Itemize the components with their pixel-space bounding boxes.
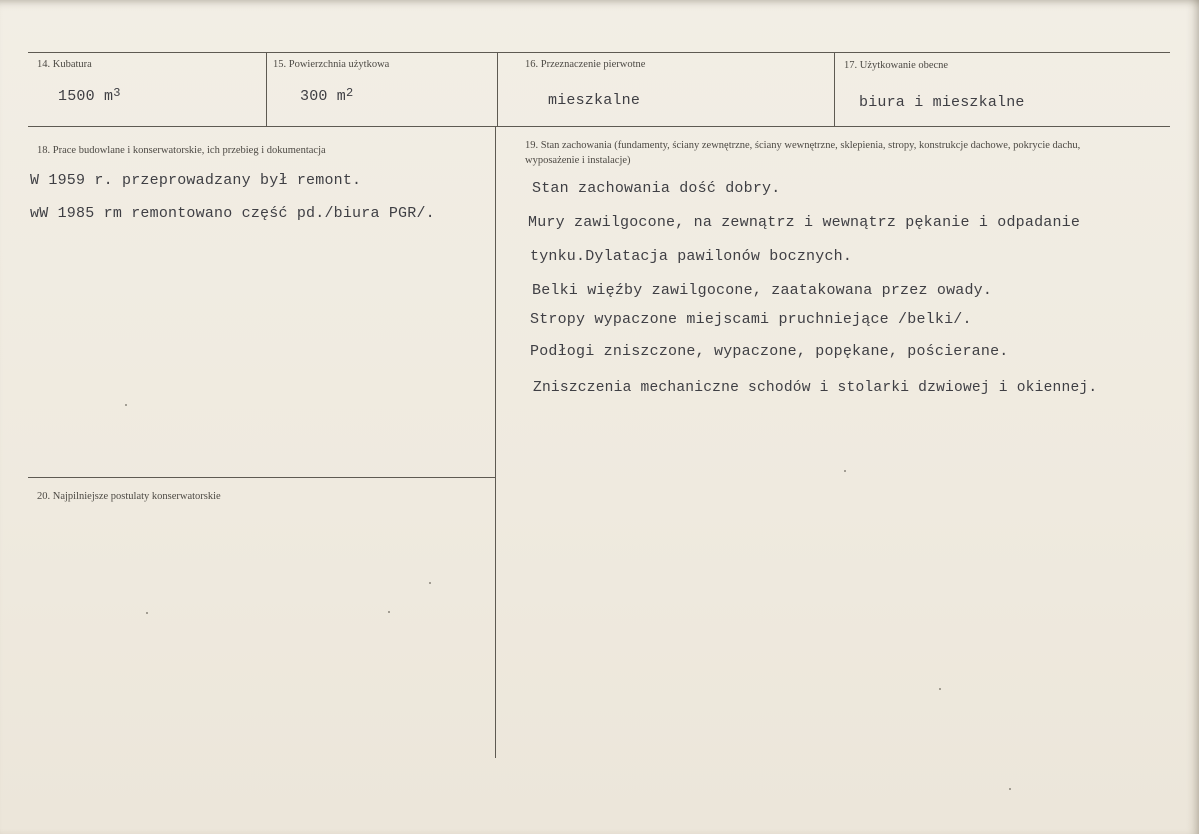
powierzchnia-label: 15. Powierzchnia użytkowa — [273, 59, 390, 70]
przeznaczenie-label: 16. Przeznaczenie pierwotne — [525, 59, 646, 70]
divider-15-16 — [497, 52, 498, 126]
header-bottom-rule — [28, 126, 1170, 127]
section-18-bottom-rule — [28, 477, 495, 478]
kubatura-value-text: 1500 m — [58, 88, 114, 105]
divider-16-17 — [834, 52, 835, 126]
uzytkowanie-value: biura i mieszkalne — [859, 94, 1025, 111]
paper-speck — [844, 470, 846, 472]
paper-speck — [1009, 788, 1011, 790]
paper-speck — [388, 611, 390, 613]
divider-14-15 — [266, 52, 267, 126]
top-rule — [28, 52, 1170, 53]
paper-speck — [939, 688, 941, 690]
stan-line-1: Stan zachowania dość dobry. — [532, 180, 781, 197]
main-vertical-divider — [495, 126, 496, 758]
stan-line-2: Mury zawilgocone, na zewnątrz i wewnątrz pękanie i odpadanie — [528, 214, 1081, 231]
postulaty-label: 20. Najpilniejsze postulaty konserwatorskie — [37, 491, 221, 502]
stan-line-3: tynku.Dylatacja pawilonów bocznych. — [530, 248, 853, 265]
stan-line-6: Podłogi zniszczone, wypaczone, popękane, pościerane. — [530, 343, 1009, 360]
powierzchnia-value-text: 300 m — [300, 88, 347, 105]
uzytkowanie-label: 17. Użytkowanie obecne — [844, 60, 949, 71]
powierzchnia-value — [300, 88, 353, 105]
przeznaczenie-value: mieszkalne — [548, 92, 641, 109]
prace-line-2: wW 1985 rm remontowano część pd./biura PGR/. — [30, 205, 435, 222]
paper-speck — [125, 404, 127, 406]
kubatura-label: 14. Kubatura — [37, 59, 92, 70]
kubatura-value — [58, 88, 121, 105]
paper-speck — [429, 582, 431, 584]
stan-line-7: Zniszczenia mechaniczne schodów i stolarki dzwiowej i okiennej. — [533, 380, 1098, 396]
stan-zachowania-label: 19. Stan zachowania (fundamenty, ściany zewnętrzne, ściany wewnętrzne, sklepienia, stropy, konstrukcje dachowe, pokrycie dachu, wyposażenie i instalacje) — [525, 140, 1081, 166]
stan-line-5: Stropy wypaczone miejscami pruchniejące /belki/. — [530, 311, 972, 328]
powierzchnia-unit-exponent: 2 — [346, 86, 354, 100]
prace-line-1: W 1959 r. przeprowadzany był remont. — [30, 172, 362, 189]
prace-budowlane-label: 18. Prace budowlane i konserwatorskie, ich przebieg i dokumentacja — [37, 145, 326, 156]
kubatura-unit-exponent: 3 — [113, 86, 121, 100]
stan-line-4: Belki więźby zawilgocone, zaatakowana przez owady. — [532, 282, 993, 299]
paper-speck — [146, 612, 148, 614]
